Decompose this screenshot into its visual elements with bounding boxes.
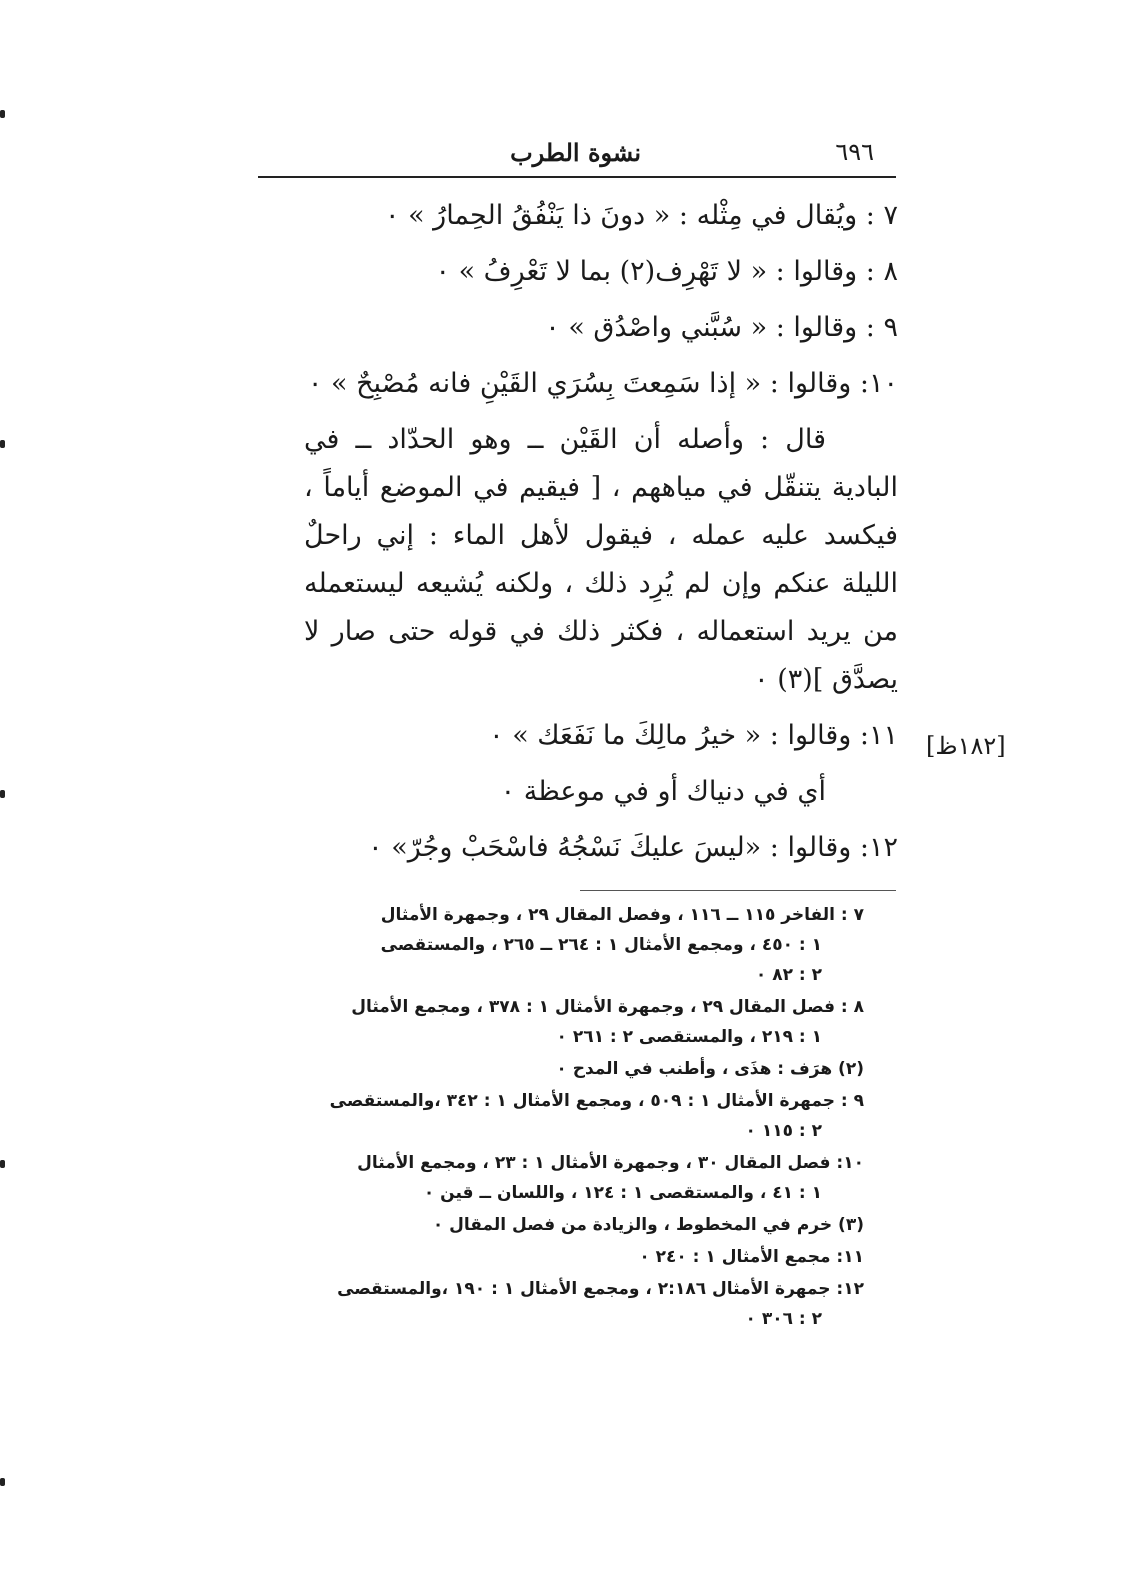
proverb-12: ١٢: وقالوا : «ليسَ عليكَ نَسْجُهُ فاسْحَبْ وجُرّ» ٠ — [368, 832, 898, 863]
footnote-line: ١ : ٤١ ، والمستقصى ١ : ١٢٤ ، واللسان ــ قين ٠ — [423, 1183, 822, 1203]
scan-speck — [0, 1160, 5, 1168]
footnote-2 — [256, 1054, 864, 1084]
footnote-12 — [256, 1274, 864, 1334]
running-title: نشوة الطرب — [510, 138, 641, 167]
footnote-line: ٧ : الفاخر ١١٥ ــ ١١٦ ، وفصل المقال ٢٩ ، وجمهرة الأمثال — [380, 905, 864, 925]
scan-speck — [0, 110, 5, 118]
footnote-line: ١٠: فصل المقال ٣٠ ، وجمهرة الأمثال ١ : ٢٣ ، ومجمع الأمثال — [357, 1153, 864, 1173]
footnote-line: ١ : ٢١٩ ، والمستقصى ٢ : ٢٦١ ٠ — [556, 1027, 822, 1047]
footnote-line: ١١: مجمع الأمثال ١ : ٢٤٠ ٠ — [639, 1247, 864, 1267]
proverb-11: ١١: وقالوا : « خيرُ مالِكَ ما نَفَعَك » ٠ — [489, 720, 898, 751]
proverb-10: ١٠: وقالوا : « إذا سَمِعتَ بِسُرَي القَيْنِ فانه مُصْبِحٌ » ٠ — [307, 368, 898, 399]
footnote-line: ٨ : فصل المقال ٢٩ ، وجمهرة الأمثال ١ : ٣٧٨ ، ومجمع الأمثال — [351, 997, 864, 1017]
footnote-line: ٢ : ٣٠٦ ٠ — [745, 1309, 822, 1329]
footnote-rule — [580, 890, 896, 891]
footnote-line: (٣) خرم في المخطوط ، والزيادة من فصل المقال ٠ — [432, 1215, 864, 1235]
footnote-line: (٢) هرَف : هذَى ، وأطنب في المدح ٠ — [556, 1059, 864, 1079]
footnote-11 — [256, 1242, 864, 1272]
footnote-line: ٢ : ١١٥ ٠ — [745, 1121, 822, 1141]
commentary-paragraph: قال : وأصله أن القَيْن ــ وهو الحدّاد ــ في البادية يتنقّل في مياههم ، [ فيقيم في الموضع أياماً ، فيكسد عليه عمله ، فيقول لأهل الماء : إني راحلٌ الليلة عنكم وإن لم يُرِد ذلك ، ولكنه يُشيعه ليستعمله من يريد استعماله ، فكثر ذلك في قوله حتى صار لا يصدَّق ](٣) ٠ — [304, 424, 898, 695]
footnote-line: ٢ : ٨٢ ٠ — [755, 965, 822, 985]
page-number: ٦٩٦ — [835, 138, 874, 166]
header-rule — [258, 176, 896, 178]
footnote-10 — [256, 1148, 864, 1208]
proverb-7: ٧ : ويُقال في مِثْله : « دونَ ذا يَنْفُقُ الحِمارُ » ٠ — [384, 200, 898, 231]
proverb-11-gloss: أي في دنياك أو في موعظة ٠ — [500, 776, 826, 807]
footnote-line: ٩ : جمهرة الأمثال ١ : ٥٠٩ ، ومجمع الأمثال ١ : ٣٤٢ ،والمستقصى — [329, 1091, 864, 1111]
running-header — [258, 138, 896, 172]
footnote-line: ١ : ٤٥٠ ، ومجمع الأمثال ١ : ٢٦٤ ــ ٢٦٥ ، والمستقصى — [380, 935, 822, 955]
scan-speck — [0, 440, 5, 448]
folio-marker: [١٨٢ظ] — [926, 732, 1006, 760]
proverb-9: ٩ : وقالوا : « سُبَّني واصْدُق » ٠ — [545, 312, 898, 343]
footnote-8 — [256, 992, 864, 1052]
footnote-3 — [256, 1210, 864, 1240]
proverb-8: ٨ : وقالوا : « لا تَهْرِف(٢) بما لا تَعْرِفُ » ٠ — [435, 256, 898, 287]
footnote-9 — [256, 1086, 864, 1146]
footnote-7 — [256, 900, 864, 990]
footnotes — [256, 900, 864, 1336]
footnote-line: ١٢: جمهرة الأمثال ٢:١٨٦ ، ومجمع الأمثال ١ : ١٩٠ ،والمستقصى — [337, 1279, 864, 1299]
scan-speck — [0, 1478, 5, 1486]
scan-speck — [0, 790, 5, 798]
main-text — [252, 192, 898, 880]
